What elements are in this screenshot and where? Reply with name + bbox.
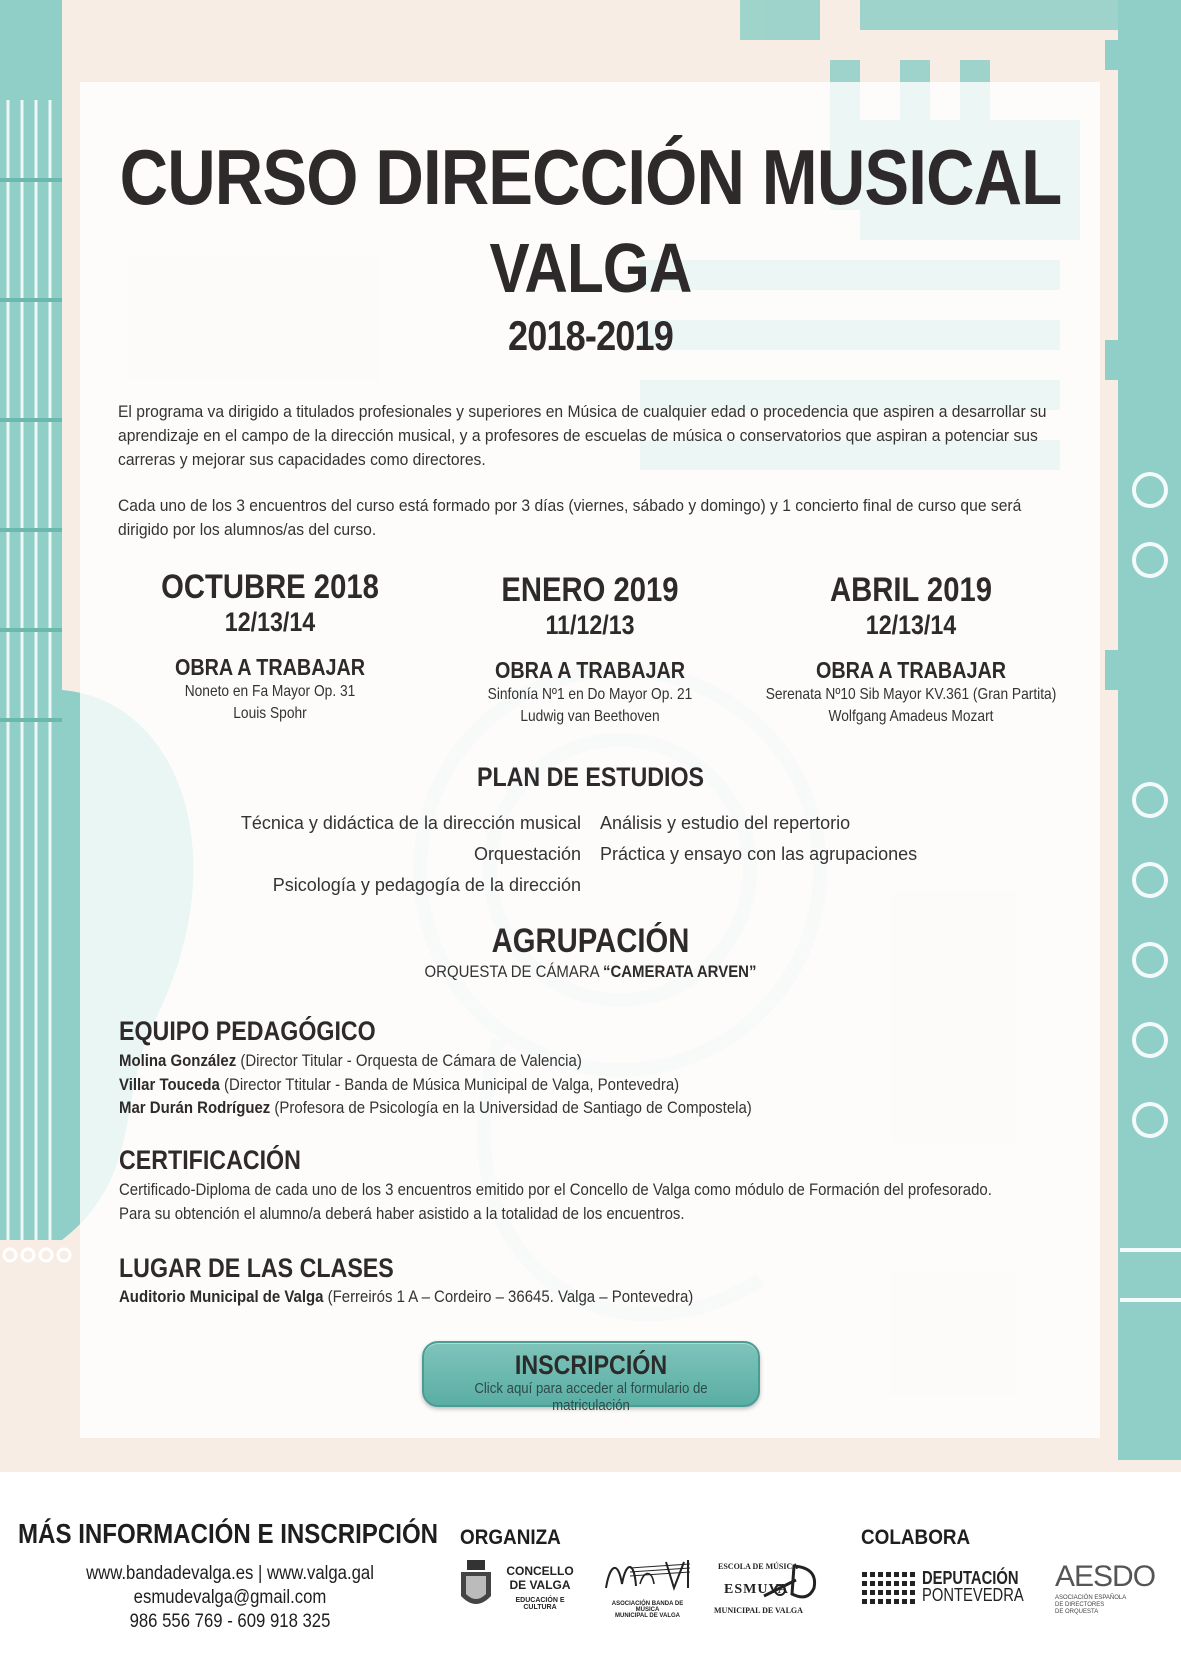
course-location: VALGA bbox=[489, 229, 692, 307]
session-month: ABRIL 2019 bbox=[829, 571, 992, 609]
aesdo-wordmark: AESDO bbox=[1055, 1560, 1156, 1593]
colabora-heading: COLABORA bbox=[861, 1526, 971, 1549]
plan-item: Psicología y pedagogía de la dirección bbox=[272, 875, 581, 895]
session-composer: Louis Spohr bbox=[233, 705, 307, 722]
course-title: CURSO DIRECCIÓN MUSICAL bbox=[119, 133, 1062, 221]
footer bbox=[0, 1472, 1181, 1670]
plan-item: Técnica y didáctica de la dirección musical bbox=[240, 813, 581, 833]
session-month: OCTUBRE 2018 bbox=[161, 568, 379, 606]
certificacion-text: Certificado-Diploma de cada uno de los 3 encuentros emitido por el Concello de Valga como módulo de Formación del profesorado. Para su obtención el alumno/a deberá haber asistido a la totalidad de los encuentros. bbox=[119, 1180, 992, 1223]
inscripcion-label: INSCRIPCIÓN bbox=[514, 1350, 668, 1380]
plan-list-right bbox=[600, 808, 917, 870]
equipo-list bbox=[119, 1049, 752, 1120]
footer-contact bbox=[63, 1562, 397, 1634]
session-month: ENERO 2019 bbox=[501, 571, 679, 609]
course-years: 2018-2019 bbox=[507, 312, 673, 359]
esmuva-logo bbox=[712, 1556, 827, 1626]
deputacion-line2: PONTEVEDRA bbox=[922, 1585, 1024, 1605]
session-obra-label: OBRA A TRABAJAR bbox=[174, 654, 366, 680]
session-work: Serenata Nº10 Sib Mayor KV.361 (Gran Partita) bbox=[765, 686, 1057, 703]
esmuva-line3: MUNICIPAL DE VALGA bbox=[714, 1606, 803, 1615]
deputacion-logo bbox=[862, 1570, 1022, 1610]
intro-paragraph: El programa va dirigido a titulados profesionales y superiores en Música de cualquier edad o procedencia que aspiren a desarrollar su aprendizaje en el campo de la dirección musical, y a profesores de escuelas de música o conservatorios que aspiran a potenciar sus carreras y mejorar sus capacidades como directores. bbox=[118, 402, 1047, 469]
aesdo-line1: ASOCIACIÓN ESPAÑOLA bbox=[1055, 1595, 1127, 1601]
concello-line1: CONCELLO bbox=[506, 1564, 574, 1578]
lugar-title: LUGAR DE LAS CLASES bbox=[119, 1253, 394, 1283]
lugar-place: Auditorio Municipal de Valga bbox=[119, 1287, 324, 1306]
deputacion-line1: DEPUTACIÓN bbox=[922, 1568, 1019, 1588]
trumpet-icon bbox=[760, 1556, 820, 1606]
esmuva-line1: ESCOLA DE MÚSICA bbox=[718, 1562, 799, 1571]
footer-web-link[interactable]: www.bandadevalga.es | www.valga.gal bbox=[86, 1563, 374, 1584]
lugar-text bbox=[119, 1285, 693, 1309]
esmuva-line2: ESMUVA bbox=[724, 1582, 789, 1597]
session-composer: Ludwig van Beethoven bbox=[520, 708, 660, 725]
session-obra-label: OBRA A TRABAJAR bbox=[815, 657, 1007, 683]
session-work: Sinfonía Nº1 en Do Mayor Op. 21 bbox=[487, 686, 693, 703]
equipo-member bbox=[119, 1073, 752, 1097]
certificacion-title: CERTIFICACIÓN bbox=[119, 1145, 301, 1175]
session-work: Noneto en Fa Mayor Op. 31 bbox=[184, 683, 356, 700]
equipo-member bbox=[119, 1049, 752, 1073]
agrupacion-name: “CAMERATA ARVEN” bbox=[602, 962, 757, 981]
lugar-address: (Ferreirós 1 A – Cordeiro – 36645. Valga – Pontevedra) bbox=[323, 1287, 694, 1306]
aesdo-logo bbox=[1055, 1560, 1165, 1620]
concello-line3: EDUCACIÓN E CULTURA bbox=[515, 1597, 565, 1611]
footer-title: MÁS INFORMACIÓN E INSCRIPCIÓN bbox=[18, 1518, 439, 1549]
musival-line2: MUNICIPAL DE VALGA bbox=[614, 1613, 680, 1619]
intro-schedule-paragraph: Cada uno de los 3 encuentros del curso está formado por 3 días (viernes, sábado y domingo) y 1 concierto final de curso que será dirigido por los alumnos/as del curso. bbox=[118, 496, 1022, 539]
musival-script-icon bbox=[600, 1554, 695, 1596]
plan-item: Práctica y ensayo con las agrupaciones bbox=[600, 844, 918, 864]
musival-line1: ASOCIACIÓN BANDA DE MÚSICA bbox=[611, 1601, 684, 1613]
deputacion-dots-icon bbox=[862, 1572, 916, 1604]
musival-logo bbox=[600, 1554, 695, 1624]
inscripcion-button[interactable] bbox=[422, 1341, 760, 1414]
member-role: (Director Titular - Orquesta de Cámara de Valencia) bbox=[236, 1051, 582, 1070]
session-days: 12/13/14 bbox=[865, 610, 957, 640]
member-name: Villar Touceda bbox=[119, 1074, 220, 1094]
member-role: (Director Ttitular - Banda de Música Municipal de Valga, Pontevedra) bbox=[219, 1074, 680, 1094]
footer-email-link[interactable]: esmudevalga@gmail.com bbox=[133, 1587, 327, 1608]
member-name: Mar Durán Rodríguez bbox=[119, 1098, 271, 1117]
agrupacion-prefix: ORQUESTA DE CÁMARA bbox=[424, 962, 603, 981]
session-obra-label: OBRA A TRABAJAR bbox=[494, 657, 686, 683]
member-name: Molina González bbox=[119, 1051, 237, 1070]
agrupacion-title: AGRUPACIÓN bbox=[491, 922, 690, 960]
footer-phones: 986 556 769 - 609 918 325 bbox=[129, 1611, 331, 1632]
concello-line2: DE VALGA bbox=[509, 1578, 571, 1592]
plan-title: PLAN DE ESTUDIOS bbox=[476, 762, 705, 792]
aesdo-line3: DE ORQUESTA bbox=[1055, 1609, 1099, 1615]
plan-list-left bbox=[241, 808, 581, 901]
aesdo-line2: DE DIRECTORES bbox=[1055, 1602, 1105, 1608]
organiza-heading: ORGANIZA bbox=[460, 1526, 561, 1549]
equipo-member bbox=[119, 1096, 752, 1120]
plan-item: Análisis y estudio del repertorio bbox=[600, 813, 851, 833]
coat-of-arms-icon bbox=[457, 1558, 495, 1614]
session-composer: Wolfgang Amadeus Mozart bbox=[828, 708, 994, 725]
inscripcion-sublabel: Click aquí para acceder al formulario de matriculación bbox=[474, 1380, 708, 1414]
member-role: (Profesora de Psicología en la Universidad de Santiago de Compostela) bbox=[270, 1098, 752, 1117]
plan-item: Orquestación bbox=[473, 844, 581, 864]
concello-valga-logo bbox=[455, 1558, 595, 1618]
session-days: 11/12/13 bbox=[545, 610, 635, 640]
equipo-title: EQUIPO PEDAGÓGICO bbox=[119, 1016, 376, 1046]
session-april bbox=[721, 571, 1101, 728]
session-days: 12/13/14 bbox=[224, 607, 316, 637]
agrupacion-subtitle bbox=[71, 962, 1110, 982]
